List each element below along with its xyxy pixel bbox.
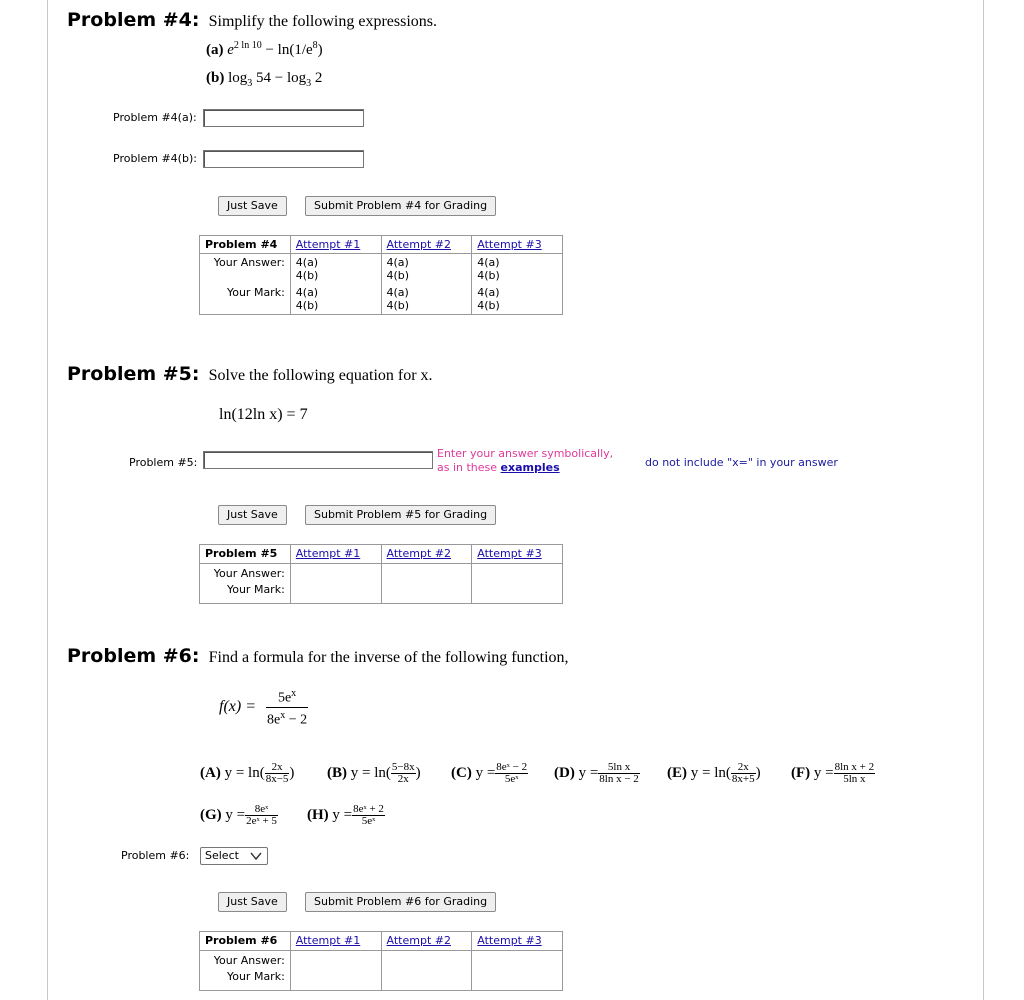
problem-6-select[interactable]: [200, 847, 268, 865]
cell-sub-b: 4(b): [295, 269, 319, 282]
option-numerator: 8eˣ: [245, 804, 278, 816]
option-lhs: y =: [225, 806, 246, 823]
problem-5-text: Solve the following equation for x.: [208, 367, 433, 384]
option-lhs: y =: [332, 806, 353, 823]
option-d: [554, 762, 640, 785]
option-a: [200, 762, 294, 785]
option-fraction: [352, 804, 385, 827]
table-row: [200, 236, 563, 254]
problem-6-text: Find a formula for the inverse of the following function,: [208, 649, 569, 666]
attempt-2-link[interactable]: Attempt #2: [381, 545, 472, 564]
problem-5-header: [67, 363, 433, 385]
cell-sub-b: 4(b): [477, 269, 500, 282]
labels-cell: [200, 564, 291, 604]
option-denominator: 8x−5: [265, 773, 289, 785]
problem-5-submit-button[interactable]: Submit Problem #5 for Grading: [305, 505, 496, 525]
problem-4-title: Problem #4:: [67, 9, 200, 31]
option-numerator: 8eˣ + 2: [353, 803, 384, 815]
cell-sub-a: 4(a): [295, 286, 319, 299]
problem-4-just-save-button[interactable]: Just Save: [218, 196, 287, 216]
table-head-problem: Problem #5: [200, 545, 291, 564]
a-exponent-2: 8: [312, 40, 318, 51]
option-label: (B): [327, 764, 347, 781]
option-numerator: 2x: [731, 762, 756, 774]
attempt-1-link[interactable]: Attempt #1: [290, 545, 381, 564]
part-b-prefix: (b): [206, 70, 225, 86]
option-b: [327, 762, 421, 785]
cell-sub-a: 4(a): [295, 256, 319, 269]
chevron-down-icon: [250, 848, 262, 869]
your-mark-label: Your Mark:: [226, 970, 285, 984]
answer-cell-2: [381, 951, 472, 991]
option-label: (E): [667, 764, 687, 781]
attempt-3-link[interactable]: Attempt #3: [472, 545, 563, 564]
b-base1: 3: [247, 78, 253, 89]
option-h: [307, 804, 385, 827]
option-g: [200, 804, 278, 827]
answer-cell-3: [472, 951, 563, 991]
problem-6-submit-button[interactable]: Submit Problem #6 for Grading: [305, 892, 496, 912]
b-mid: 54 − log: [252, 70, 307, 86]
table-row: [200, 564, 563, 604]
answer-cell-1: [290, 564, 381, 604]
den-rest: − 2: [285, 712, 308, 728]
attempt-3-link[interactable]: Attempt #3: [472, 236, 563, 254]
option-denominator: 8ln x − 2: [599, 773, 639, 785]
option-fraction: [834, 762, 876, 785]
option-rhs: ): [755, 764, 761, 781]
option-lhs: y =: [475, 764, 496, 781]
problem-4a-label: Problem #4(a):: [113, 111, 197, 124]
attempt-2-link[interactable]: Attempt #2: [381, 236, 472, 254]
answer-cell-1: [290, 951, 381, 991]
problem-6-just-save-button[interactable]: Just Save: [218, 892, 287, 912]
num-exp: x: [291, 688, 297, 699]
table-head-problem: Problem #4: [200, 236, 291, 254]
table-row: [200, 932, 563, 951]
den-base: 8e: [267, 712, 281, 728]
problem-4-header: [67, 9, 437, 31]
option-lhs: y = ln(: [224, 764, 265, 781]
answer-cell-1: [290, 254, 381, 285]
option-rhs: ): [289, 764, 295, 781]
option-fraction: [265, 762, 290, 785]
cell-sub-a: 4(a): [477, 256, 500, 269]
problem-4b-expression: [206, 70, 322, 89]
hint-line-1: Enter your answer symbolically,: [437, 447, 614, 460]
answer-cell-3: [472, 564, 563, 604]
problem-4a-input[interactable]: [203, 109, 364, 127]
table-head-problem: Problem #6: [200, 932, 291, 951]
cell-sub-b: 4(b): [477, 299, 500, 312]
a-rest: − ln(1/e: [261, 42, 313, 58]
option-fraction: [598, 762, 640, 785]
option-lhs: y =: [813, 764, 834, 781]
problem-6-label: Problem #6:: [121, 849, 190, 862]
function-denominator: [266, 708, 308, 729]
a-exponent: 2 ln 10: [233, 40, 262, 51]
option-numerator: 8ln x + 2: [834, 761, 875, 773]
problem-4-text: Simplify the following expressions.: [208, 13, 438, 30]
b-base2: 3: [306, 78, 312, 89]
cell-sub-a: 4(a): [386, 286, 409, 299]
no-x-equals-note: do not include "x=" in your answer: [645, 456, 838, 469]
answer-cell-2: [381, 254, 472, 285]
your-answer-label: Your Answer:: [213, 567, 285, 581]
option-rhs: ): [415, 764, 421, 781]
option-denominator: 2eˣ + 5: [246, 815, 277, 827]
answer-cell-2: [381, 564, 472, 604]
part-a-prefix: (a): [206, 42, 224, 58]
b-end: 2: [311, 70, 323, 86]
option-denominator: 5ln x: [843, 773, 866, 785]
problem-5-equation: ln(12ln x) = 7: [219, 406, 308, 423]
option-fraction: [731, 762, 756, 785]
option-label: (A): [200, 764, 221, 781]
problem-5-title: Problem #5:: [67, 363, 200, 385]
page-border-right: [983, 0, 984, 1000]
function-definition: [219, 686, 308, 728]
problem-4b-label: Problem #4(b):: [113, 152, 197, 165]
attempt-2-link[interactable]: Attempt #2: [381, 932, 472, 951]
mark-cell-1: [290, 284, 381, 315]
problem-4a-expression: [206, 40, 323, 59]
option-fraction: [391, 762, 416, 785]
option-f: [791, 762, 875, 785]
table-row: [200, 284, 563, 315]
your-answer-label: Your Answer:: [213, 954, 285, 968]
cell-sub-b: 4(b): [295, 299, 319, 312]
page-border-left: [47, 0, 48, 1000]
option-numerator: 5−8x: [391, 761, 415, 773]
option-c: [451, 762, 528, 785]
option-label: (C): [451, 764, 472, 781]
problem-5-just-save-button[interactable]: Just Save: [218, 505, 287, 525]
b-log1: log: [228, 70, 248, 86]
select-value: Select: [205, 849, 239, 862]
option-numerator: 8eˣ − 2: [496, 761, 528, 773]
a-close: ): [317, 42, 323, 58]
den-exp: x: [280, 709, 286, 721]
problem-4-attempts-table: [199, 235, 563, 315]
cell-sub-a: 4(a): [386, 256, 409, 269]
answer-cell-3: [472, 254, 563, 285]
symbolic-hint: [437, 447, 613, 475]
option-lhs: y = ln(: [350, 764, 391, 781]
attempt-1-link[interactable]: Attempt #1: [290, 236, 381, 254]
problem-6-header: [67, 645, 569, 667]
option-e: [667, 762, 761, 785]
attempt-3-link[interactable]: Attempt #3: [472, 932, 563, 951]
option-label: (G): [200, 806, 222, 823]
your-mark-label: Your Mark:: [200, 284, 291, 315]
option-numerator: 2x: [265, 762, 290, 774]
examples-link[interactable]: examples: [500, 461, 560, 474]
function-fraction: [266, 686, 308, 728]
option-lhs: y =: [578, 764, 599, 781]
function-lhs: f(x) =: [219, 698, 256, 716]
your-mark-label: Your Mark:: [226, 583, 285, 597]
hint-line-2: as in these: [437, 461, 501, 474]
mark-cell-3: [472, 284, 563, 315]
mark-cell-2: [381, 284, 472, 315]
function-numerator: [266, 686, 308, 708]
num-base: 5e: [277, 690, 292, 706]
problem-5-attempts-table: [199, 544, 563, 604]
table-row: [200, 545, 563, 564]
problem-5-label: Problem #5:: [129, 456, 198, 469]
option-label: (F): [791, 764, 811, 781]
cell-sub-b: 4(b): [386, 299, 410, 312]
problem-4-submit-button[interactable]: Submit Problem #4 for Grading: [305, 196, 496, 216]
table-row: [200, 254, 563, 285]
cell-sub-b: 4(b): [386, 269, 410, 282]
option-label: (D): [554, 764, 575, 781]
option-fraction: [495, 762, 528, 785]
option-label: (H): [307, 806, 329, 823]
option-denominator: 5eˣ: [361, 815, 376, 827]
option-denominator: 8x+5: [731, 773, 755, 785]
problem-4b-input[interactable]: [203, 150, 364, 168]
option-denominator: 2x: [397, 773, 409, 785]
table-row: [200, 951, 563, 991]
labels-cell: [200, 951, 291, 991]
problem-6-attempts-table: [199, 931, 563, 991]
problem-6-title: Problem #6:: [67, 645, 200, 667]
your-answer-label: Your Answer:: [200, 254, 291, 285]
option-denominator: 5eˣ: [504, 773, 519, 785]
problem-5-input[interactable]: [203, 451, 433, 469]
option-lhs: y = ln(: [690, 764, 731, 781]
attempt-1-link[interactable]: Attempt #1: [290, 932, 381, 951]
a-base: e: [227, 42, 234, 58]
option-numerator: 5ln x: [598, 762, 640, 774]
option-fraction: [245, 804, 278, 827]
cell-sub-a: 4(a): [477, 286, 500, 299]
